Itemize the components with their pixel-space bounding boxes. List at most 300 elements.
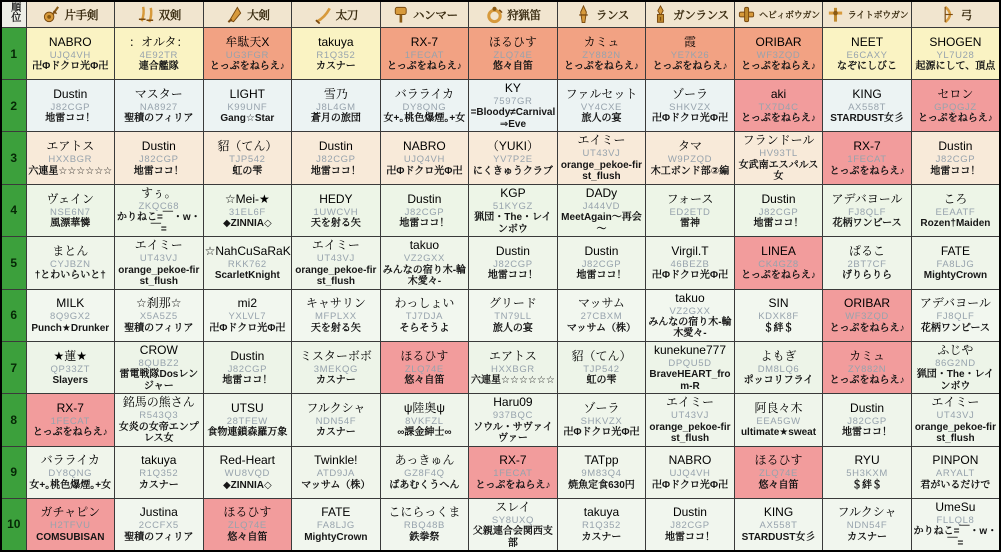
player-cell (734, 80, 823, 132)
player-name: UTSU (230, 401, 264, 416)
player-guild: カスナー (315, 60, 356, 72)
player-guild: 女+｡桃色爆煙｡+女 (383, 113, 466, 125)
player-name: Dustin (318, 139, 353, 154)
table-row (1, 341, 1000, 393)
player-id: 51KYGZ (492, 200, 533, 212)
player-name: KING (852, 86, 882, 101)
player-guild: とっぷをねらえ♪ (741, 60, 816, 72)
player-guild: 悠々自笛 (492, 60, 533, 72)
player-cell (646, 80, 735, 132)
player-guild: とっぷをねらえ♪ (829, 165, 905, 177)
player-id: AX558T (759, 520, 798, 532)
player-cell (823, 237, 912, 289)
player-cell (911, 80, 1000, 132)
player-name: NEET (851, 34, 884, 49)
player-name: ゾーラ (583, 401, 620, 416)
player-name: セロン (937, 86, 974, 101)
player-cell (115, 80, 204, 132)
player-cell (557, 132, 646, 184)
player-cell (115, 341, 204, 393)
player-id: 31EL6F (228, 206, 266, 218)
player-guild: 雷電戦隊Dosレンジャー (119, 369, 199, 392)
player-cell (911, 289, 1000, 341)
player-cell (380, 184, 469, 236)
player-guild: 旅人の宴 (492, 322, 533, 334)
player-cell (911, 132, 1000, 184)
column-header-label: 狩猟笛 (507, 9, 541, 22)
player-name: Dustin (53, 86, 88, 101)
player-cell (646, 498, 735, 551)
player-guild: 風漂華憐 (50, 217, 91, 229)
player-id: 1FECAT (404, 49, 445, 61)
player-name: エイミー (134, 238, 183, 253)
player-id: X5A5Z5 (139, 311, 178, 323)
player-id: FLLQL8 (936, 514, 975, 526)
player-id: E6CAXY (846, 49, 888, 61)
player-cell (557, 184, 646, 236)
player-id: K99UNF (227, 101, 268, 113)
player-name: あっきゅん (394, 453, 455, 468)
player-name: Red-Heart (219, 453, 275, 468)
player-cell (115, 237, 204, 289)
player-name: PINPON (932, 453, 979, 468)
player-name: kunekune777 (653, 342, 727, 357)
player-cell (557, 237, 646, 289)
player-name: （YUKI） (486, 139, 539, 154)
player-cell (469, 184, 558, 236)
player-name: ころ (943, 191, 968, 206)
player-name: Dustin (938, 139, 973, 154)
player-guild: ばあむくうへん (389, 479, 460, 491)
rank-cell: 9 (1, 446, 26, 498)
player-cell (734, 237, 823, 289)
player-id: YXLVL7 (228, 311, 267, 323)
player-id: ZLQ74E (404, 363, 444, 375)
player-id: ZY882N (582, 49, 621, 61)
player-name: よもぎ (760, 348, 797, 363)
player-cell (734, 498, 823, 551)
player-guild: とっぷをねらえ♪ (741, 270, 816, 282)
player-id: HXXBGR (48, 154, 93, 166)
column-header-lance (557, 1, 646, 28)
player-id: UJQ4VH (669, 468, 711, 480)
player-name: ORIBAR (755, 34, 802, 49)
player-name: ☆刹那☆ (136, 296, 182, 311)
player-id: ZKQC68 (138, 200, 180, 212)
player-cell (557, 289, 646, 341)
player-cell (380, 132, 469, 184)
player-name: NABRO (403, 139, 446, 154)
player-cell (646, 341, 735, 393)
player-name: takuo (675, 290, 705, 305)
player-id: WU8VQD (224, 468, 270, 480)
player-cell (911, 498, 1000, 551)
player-cell (292, 237, 381, 289)
player-cell (734, 289, 823, 341)
player-guild: カスナー (315, 427, 356, 439)
player-cell (646, 184, 735, 236)
player-guild: マッサム（株） (566, 322, 636, 334)
player-name: Virgil.T (671, 243, 709, 258)
player-id: 8QUBZ2 (138, 357, 180, 369)
player-guild: †とわいらいと† (34, 270, 106, 282)
rank-cell: 3 (1, 132, 26, 184)
player-cell (380, 394, 469, 446)
player-id: J82CGP (847, 416, 887, 428)
player-guild: 悠々自笛 (404, 375, 445, 387)
player-cell (911, 184, 1000, 236)
player-cell (823, 289, 912, 341)
player-name: Dustin (584, 243, 619, 258)
column-header-label: 双剣 (158, 9, 181, 22)
player-cell (380, 446, 469, 498)
player-id: DM8LQ6 (757, 363, 800, 375)
player-id: VY4CXE (580, 101, 622, 113)
player-guild: カスナー (847, 531, 887, 543)
player-id: R1Q352 (581, 520, 621, 532)
player-id: YE7K26 (670, 49, 710, 61)
player-name: ふじや (937, 342, 974, 357)
dual-blades-icon (137, 5, 156, 24)
player-guild: とっぷをねらえ♪ (475, 479, 551, 491)
player-name: タマ (677, 139, 702, 154)
lance-icon (574, 5, 593, 24)
player-guild: かりねこ=￣・w・￣= (116, 212, 201, 235)
player-id: VZ2GXX (403, 253, 445, 265)
player-id: 27CBXM (580, 311, 623, 323)
player-cell (734, 341, 823, 393)
player-cell (646, 289, 735, 341)
player-cell (115, 132, 204, 184)
player-guild: かりねこ=￣・w・￣= (913, 526, 998, 549)
table-row (1, 289, 1000, 341)
player-id: TJP542 (229, 154, 266, 166)
player-cell (469, 341, 558, 393)
player-cell (557, 80, 646, 132)
player-guild: カスナー (315, 375, 356, 387)
rank-cell: 10 (1, 498, 26, 551)
player-id: UT43VJ (936, 410, 975, 422)
player-id: CYJBZN (49, 258, 91, 270)
column-header-label: 大剣 (247, 9, 270, 22)
player-cell (203, 28, 292, 80)
player-guild: 虹の雫 (586, 375, 617, 387)
player-id: FA8LJG (316, 520, 355, 532)
player-guild: みんなの宿り木-輪木愛々- (382, 264, 467, 288)
player-cell (469, 498, 558, 551)
player-id: FA8LJG (936, 258, 975, 270)
player-guild: 起源にして、頂点 (915, 60, 996, 72)
player-name: KY (504, 81, 521, 95)
player-guild: Punch★Drunker (31, 322, 110, 334)
column-header-label: ライトボウガン (847, 10, 909, 20)
player-cell (646, 28, 735, 80)
player-name: FATE (940, 243, 970, 258)
player-guild: 女炎の女帝エンプレス女 (118, 421, 199, 445)
player-name: アデバヨール (919, 296, 991, 311)
rank-cell: 7 (1, 341, 26, 393)
player-id: ZLQ74E (759, 468, 798, 480)
player-cell (26, 132, 115, 184)
column-header-label: ランス (595, 9, 630, 22)
player-name: SIN (768, 296, 789, 311)
player-id: ZY882N (847, 363, 887, 375)
player-guild: 連合艦隊 (138, 60, 179, 72)
player-id: 46BEZB (670, 258, 710, 270)
player-id: J82CGP (227, 363, 268, 375)
player-name: ゾーラ (671, 86, 708, 101)
player-name: こにらっくま (388, 505, 461, 520)
player-cell (469, 132, 558, 184)
player-cell (26, 80, 115, 132)
player-guild: 地雷ココ！ (399, 217, 450, 229)
player-id: GPQGJZ (934, 101, 977, 113)
player-name: Dustin (850, 401, 885, 416)
player-name: 牟駄天X (225, 34, 270, 49)
player-guild: カスナー (138, 479, 179, 491)
player-id: 1FECAT (50, 416, 90, 428)
player-id: UJQ4VH (49, 49, 91, 61)
player-id: W9PZQD (667, 154, 713, 166)
player-cell (557, 394, 646, 446)
player-name: NABRO (48, 34, 92, 49)
player-guild: 地雷ココ！ (222, 375, 273, 387)
player-cell (911, 446, 1000, 498)
player-id: J82CGP (758, 206, 799, 218)
player-guild: そらそうよ (399, 322, 450, 334)
player-id: SY8UXQ (491, 514, 534, 526)
player-cell (203, 446, 292, 498)
player-name: 銘馬の熊さん (122, 395, 195, 410)
player-cell (557, 28, 646, 80)
player-id: 2BT7CF (847, 258, 887, 270)
column-header-heavy-bowgun (734, 1, 823, 28)
player-guild: Gang☆Star (220, 113, 275, 125)
player-cell (823, 80, 912, 132)
column-header-sword-and-shield (26, 1, 115, 28)
table-row (1, 498, 1000, 551)
player-guild: MightyCrown (923, 270, 988, 282)
player-guild: ∞課金紳士∞ (397, 427, 452, 439)
player-id: J444VD (582, 200, 621, 212)
player-guild: 聖積のフィリア (124, 322, 194, 334)
player-name: 霞 (683, 34, 696, 49)
player-name: ORIBAR (844, 296, 891, 311)
player-cell (469, 394, 558, 446)
player-cell (823, 394, 912, 446)
column-header-label: 片手剣 (64, 9, 99, 22)
player-id: YV7P2E (493, 154, 533, 166)
player-name: mi2 (237, 296, 257, 311)
column-header-light-bowgun (823, 1, 912, 28)
rank-cell: 5 (1, 237, 26, 289)
player-id: 4E92TR (139, 49, 179, 61)
player-guild: マッサム（株） (301, 479, 371, 491)
player-guild: とっぷをねらえ♪ (741, 113, 816, 125)
player-cell (469, 80, 558, 132)
player-id: 5H3KXM (846, 468, 888, 480)
player-name: フルクシャ (306, 401, 366, 416)
player-name: MILK (56, 296, 85, 311)
player-cell (292, 289, 381, 341)
column-header-long-sword (292, 1, 381, 28)
player-name: ほるひす (754, 453, 803, 468)
player-name: takuya (583, 505, 620, 520)
player-name: TATpp (584, 453, 619, 468)
player-name: NABRO (668, 453, 712, 468)
column-header-label: ハンマー (412, 9, 458, 22)
player-guild: とっぷをねらえ♪ (209, 60, 285, 72)
player-guild: 焼魚定食630円 (568, 479, 635, 491)
player-cell (292, 132, 381, 184)
player-cell (115, 184, 204, 236)
player-guild: 地雷ココ！ (753, 217, 804, 229)
bow-icon (939, 5, 958, 24)
player-id: 86G2ND (935, 357, 976, 369)
player-id: FJ8QLF (936, 311, 975, 323)
player-name: 雪乃 (323, 86, 348, 101)
player-guild: =Bloody≠Carnival⇒Eve (470, 107, 556, 130)
player-guild: 悠々自笛 (227, 531, 268, 543)
player-guild: 地雷ココ！ (310, 165, 361, 177)
player-name: アデバヨール (831, 191, 903, 206)
player-cell (115, 394, 204, 446)
player-name: ☆NahCuSaRaK (204, 243, 291, 258)
player-cell (469, 28, 558, 80)
player-cell (292, 498, 381, 551)
player-guild: 悠々自笛 (758, 479, 799, 491)
column-header-label: 弓 (960, 9, 972, 22)
player-cell (823, 28, 912, 80)
hunting-horn-icon (485, 5, 504, 24)
player-id: ATD9JA (316, 468, 355, 480)
player-cell (469, 289, 558, 341)
player-cell (115, 446, 204, 498)
player-guild: 花柄ワンピース (832, 217, 902, 229)
player-guild: MeetAgain～再会～ (561, 212, 642, 235)
player-cell (911, 341, 1000, 393)
player-guild: 天を射る矢 (310, 322, 361, 334)
player-name: グリード (488, 296, 537, 311)
player-name: スレイ (495, 499, 531, 514)
player-name: HEDY (319, 191, 353, 206)
player-id: J8L4GM (316, 101, 356, 113)
hammer-icon (391, 5, 410, 24)
player-guild: とっぷをねらえ♪ (386, 60, 462, 72)
player-guild: BraveHEART_from-R (649, 369, 731, 392)
player-name: ほるひす (488, 34, 537, 49)
player-guild: 六連星☆☆☆☆☆☆ (471, 375, 555, 387)
player-id: J82CGP (581, 258, 622, 270)
player-id: EEAATF (935, 206, 976, 218)
player-guild: 卍Φドクロ光Φ卍 (651, 113, 729, 125)
player-name: KGP (500, 185, 526, 200)
player-name: LIGHT (229, 86, 265, 101)
player-name: CROW (139, 342, 178, 357)
player-guild: 虹の雫 (232, 165, 263, 177)
player-name: aki (770, 86, 787, 101)
player-name: ★蓮★ (53, 348, 88, 363)
player-name: Dustin (407, 191, 442, 206)
player-id: J82CGP (493, 258, 533, 270)
player-name: RX-7 (410, 34, 439, 49)
player-cell (292, 341, 381, 393)
player-id: DY8QNG (402, 101, 447, 113)
player-guild: ultimate★sweat (740, 427, 817, 439)
player-id: UT43VJ (139, 253, 178, 265)
column-header-label: ヘビィボウガン (759, 10, 820, 20)
player-cell (380, 498, 469, 551)
player-cell (26, 237, 115, 289)
player-id: J82CGP (670, 520, 710, 532)
column-header-label: ガンランス (673, 9, 729, 22)
player-id: DY8QNG (48, 468, 93, 480)
player-id: 2CCFX5 (138, 520, 179, 532)
light-bowgun-icon (826, 5, 845, 24)
long-sword-icon (314, 5, 333, 24)
player-guild: orange_pekoe-first_flush (560, 159, 643, 183)
player-guild: 雷神 (679, 217, 700, 229)
player-id: UT43VJ (582, 148, 621, 160)
column-header-bow (911, 1, 1000, 28)
rank-column-header-label: 順位 (8, 2, 20, 22)
player-cell (380, 341, 469, 393)
player-cell (26, 498, 115, 551)
player-name: ファルセット (565, 86, 638, 101)
sword-and-shield-icon (42, 5, 61, 24)
rank-cell: 2 (1, 80, 26, 132)
player-name: RX-7 (56, 401, 84, 416)
player-name: FATE (321, 505, 351, 520)
player-id: J82CGP (404, 206, 445, 218)
player-cell (26, 184, 115, 236)
player-name: わっしょい (394, 296, 455, 311)
player-id: RKK762 (227, 258, 267, 270)
player-id: J82CGP (935, 154, 976, 166)
player-guild: STARDUST女彡 (830, 113, 904, 125)
player-guild: 猟団・The・レインボウ (474, 212, 552, 235)
player-cell (823, 341, 912, 393)
table-row (1, 80, 1000, 132)
player-guild: とっぷをねらえ♪ (32, 427, 108, 439)
player-guild: 木工ボンド部②編 (650, 165, 730, 177)
player-cell (734, 394, 823, 446)
player-cell (115, 498, 204, 551)
player-id: 8Q9GX2 (49, 311, 91, 323)
player-id: H2TFVU (49, 520, 91, 532)
table-body (1, 28, 1000, 552)
player-cell (203, 498, 292, 551)
player-name: フォース (666, 191, 714, 206)
table-row (1, 28, 1000, 80)
player-id: 937BQC (492, 410, 533, 422)
rank-cell: 8 (1, 394, 26, 446)
player-id: HXXBGR (491, 363, 535, 375)
player-guild: 卍Φドクロ光Φ卍 (32, 60, 109, 72)
player-id: 7597GR (493, 96, 533, 107)
player-cell (557, 341, 646, 393)
player-id: UG3FGR (225, 49, 269, 61)
player-cell (26, 28, 115, 80)
table-header (1, 1, 1000, 28)
player-cell (292, 80, 381, 132)
player-id: RBQ48B (403, 520, 445, 532)
player-guild: 地雷ココ！ (842, 427, 893, 439)
player-guild: 聖積のフィリア (124, 531, 194, 543)
player-cell (734, 184, 823, 236)
player-guild: 卍Φドクロ光Φ卍 (386, 165, 463, 177)
player-cell (203, 237, 292, 289)
